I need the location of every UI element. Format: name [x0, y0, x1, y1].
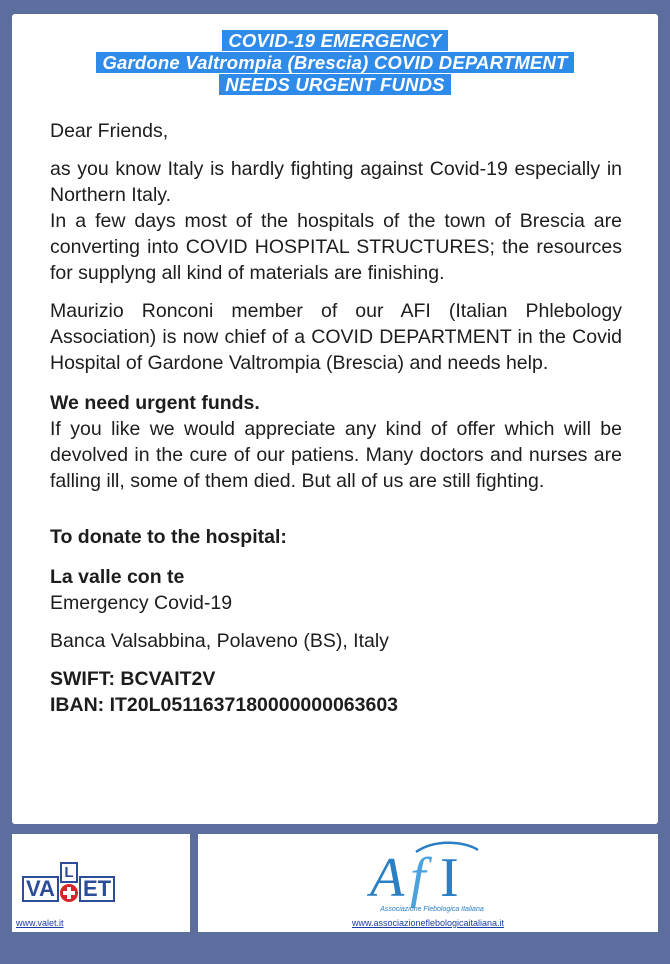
svg-text:I: I — [440, 847, 459, 908]
letter-body — [50, 118, 622, 718]
afi-footer-panel — [198, 834, 658, 932]
afi-logo — [366, 838, 490, 913]
valet-logo — [22, 862, 115, 902]
valet-logo-va: VA — [22, 876, 59, 902]
svg-text:f: f — [410, 847, 426, 908]
afi-website-link[interactable]: www.associazioneflebologicaitaliana.it — [351, 918, 505, 928]
valet-website-link[interactable]: www.valet.it — [16, 918, 64, 928]
valet-logo-l: L — [60, 862, 77, 883]
afi-caption: Associazione Flebologica Italiana — [380, 906, 484, 913]
donate-heading: To donate to the hospital: — [50, 526, 287, 548]
account-name: La valle con te — [50, 566, 185, 588]
title-line-2: Gardone Valtrompia (Brescia) COVID DEPARTMENT — [96, 52, 573, 73]
title-line-3: NEEDS URGENT FUNDS — [219, 74, 450, 95]
swift-code: SWIFT: BCVAIT2V — [50, 668, 216, 690]
afi-logo-mark — [366, 838, 490, 908]
valet-footer-panel — [12, 834, 190, 932]
paragraph-ronconi: Maurizio Ronconi member of our AFI (Italian Phlebology Association) is now chief of a COVID DEPARTMENT in the Covid Hospital of Gardone Valtrompia (Brescia) and needs help. — [50, 300, 622, 374]
emergency-title — [12, 30, 658, 96]
svg-text:A: A — [370, 847, 405, 908]
title-line-1: COVID-19 EMERGENCY — [222, 30, 447, 51]
letter-panel — [12, 14, 658, 824]
account-subtitle: Emergency Covid-19 — [50, 592, 233, 614]
valet-logo-et: ET — [79, 876, 115, 902]
paragraph-hospitals: In a few days most of the hospitals of the town of Brescia are converting into COVID HOSPITAL STRUCTURES; the resources for supplyng all kind of materials are finishing. — [50, 210, 622, 284]
red-cross-icon — [60, 884, 78, 902]
bank-name: Banca Valsabbina, Polaveno (BS), Italy — [50, 630, 389, 652]
urgent-heading: We need urgent funds. — [50, 392, 260, 414]
iban-code: IBAN: IT20L0511637180000000063603 — [50, 694, 399, 716]
paragraph-appeal: If you like we would appreciate any kind of offer which will be devolved in the cure of our patiens. Many doctors and nurses are falling ill, some of them died. But all of us are still fighting. — [50, 418, 622, 492]
greeting: Dear Friends, — [50, 120, 169, 142]
paragraph-intro: as you know Italy is hardly fighting against Covid-19 especially in Northern Italy. — [50, 158, 622, 206]
